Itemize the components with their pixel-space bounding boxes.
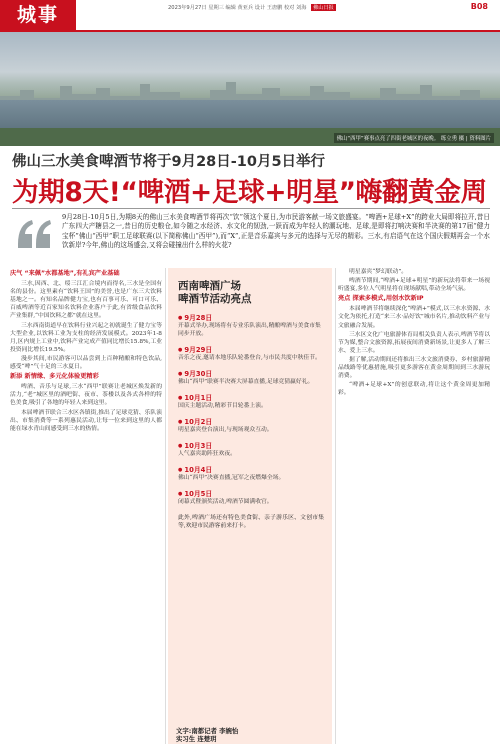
paragraph: 明星嘉宾“梦幻联动”。	[349, 269, 408, 275]
paragraph: 本届啤酒节联合三水区各镇街,推出了足球竞猜、乐队演出、市集消费等一系列惠民活动,让每一位来到这里的人都能在绿水青山间感受到三水的热情。	[10, 409, 162, 432]
paragraph: 三水西南街道早在饮料行业兴起之初就诞生了健力宝等大型企业,以饮料工业为支柱的经济发展模式。2023年1-8月,区内规上工业中,饮料产业完成产值同比增长15.8%,工业投资同比增长19.5%。	[10, 322, 162, 353]
schedule-item	[178, 344, 324, 362]
paragraph: 啤酒、音乐与足球,三水“西甲”联赛让老城区焕发新的活力,“老”城区里的酒吧街、夜市、茶楼以及各式各样的特色美食,吸引了各地的年轻人来到这里。	[10, 384, 162, 407]
paragraph: 据了解,活动期间还将推出三水文旅消费券、乡村旅游精品线路等优惠措施,吸引更多游客在黄金周期间到三水游玩消费。	[338, 356, 490, 380]
paragraph: 三水,因西、北、绥三江汇合境内而得名,三水是全国有名的县份。这里素有“饮料王国”的美誉,也是广东三大饮料基地之一。有知名品牌健力宝,也有百事可乐、可口可乐、百威啤酒等近百家知名饮料企业落户于此,有省级食品饮料产业集群,“中国饮料之都”就在这里。	[10, 281, 162, 320]
schedule-item	[178, 488, 324, 506]
column-divider	[165, 268, 166, 744]
quote-mark-icon	[14, 214, 56, 256]
left-column	[10, 268, 162, 434]
paper-tag: 佛山日报	[313, 5, 334, 11]
schedule-desc: 国庆主题活动,精彩节目轮番上演。	[178, 403, 267, 409]
headline-rule	[12, 208, 490, 209]
river-graphic	[0, 100, 500, 130]
schedule-note: 此外,啤酒广场还有特色美食街、亲子游乐区、文创市集等,欢迎市民游客前来打卡。	[178, 515, 324, 529]
paragraph: 三水区文化广电旅游体育局相关负责人表示,啤酒节将以节为媒,整合文旅资源,拓展夜间消费新场景,让更多人了解三水、爱上三水。	[338, 331, 490, 354]
byline: 文字:南都记者 李婉怡 实习生 连楚玥	[176, 727, 239, 743]
schedule-date: ● 10月4日	[178, 464, 324, 474]
lead-photo	[0, 32, 500, 146]
paragraph: “啤酒+足球+X”的创意联动,将让这个黄金周更加精彩。	[338, 382, 490, 397]
schedule-date: ● 10月1日	[178, 392, 324, 402]
schedule-date: ● 10月5日	[178, 488, 324, 498]
page-number: B08	[470, 2, 488, 11]
publication-date-line: 2023年9月27日 星期三 编辑 黄亚兵 设计 王唐鹏 校对 刘海	[168, 5, 307, 11]
section-heading: 亮点 探索多模式,用创水饮新IP	[338, 295, 424, 303]
schedule-item	[178, 416, 324, 434]
schedule-item	[178, 392, 324, 410]
publication-info	[168, 4, 488, 14]
schedule-desc: 佛山“西甲”决赛直播,冠军之夜燃爆全场。	[178, 475, 285, 481]
photo-caption: 佛山“西甲”赛事点亮了四街老城区的夜晚。 练立勇 摄 | 资料图片	[334, 133, 494, 143]
schedule-item	[178, 368, 324, 386]
paragraph: 本届啤酒节将继续深化“啤酒+”模式,以三水水资源、水文化为依托,打造“来三水·品好饮”城市名片,推动饮料产业与文旅融合发展。	[338, 306, 490, 329]
schedule-desc: 佛山“西甲”联赛半决赛大屏幕直播,足球竞猜赢好礼。	[178, 379, 314, 385]
schedule-item	[178, 464, 324, 482]
schedule-item	[178, 440, 324, 458]
section-title: 城事	[0, 0, 76, 30]
schedule-title: 西南啤酒广场 啤酒节活动亮点	[178, 280, 252, 305]
schedule-box	[168, 268, 332, 744]
schedule-date: ● 9月29日	[178, 344, 324, 354]
schedule-desc: 音乐之夜,邀请本地乐队轮番登台,与市民共度中秋佳节。	[178, 355, 321, 361]
schedule-date: ● 9月28日	[178, 312, 324, 322]
schedule-date: ● 10月3日	[178, 440, 324, 450]
schedule-list	[178, 312, 324, 506]
schedule-date: ● 9月30日	[178, 368, 324, 378]
right-column	[338, 268, 490, 398]
paragraph: 漫步其间,市民游客可以品尝到上百种精酿和特色饮品,感受“啤”气十足的三水夏日。	[10, 355, 162, 371]
paragraph: 啤酒节期间,“啤酒+足球+明星”的新玩法将带来一场视听盛宴,多位人气明星将在现场献唱,带动全场气氛。	[338, 278, 490, 293]
schedule-date: ● 10月2日	[178, 416, 324, 426]
schedule-item	[178, 312, 324, 338]
schedule-desc: 闭幕式暨颁奖活动,啤酒节圆满收官。	[178, 499, 273, 505]
article-subhead: 佛山三水美食啤酒节将于9月28日-10月5日举行	[12, 154, 326, 170]
schedule-desc: 开幕式举办,现场将有专业乐队演出,精酿啤酒与美食市集同步开放。	[178, 323, 321, 337]
schedule-desc: 人气嘉宾助阵狂欢夜。	[178, 451, 236, 457]
column-divider	[335, 268, 336, 744]
article-lead: 9月28日-10月5日,为期8天的佛山三水美食啤酒节将再次“饮”领这个夏日,为市民游客献一场文旅盛宴。“啤酒+足球+X”的跨业大局即将拉开,昔日广东四大产糖县之一,昔日的历史粮仓,如今随之水经济、水文化的韧劲,一跃而成为年轻人的潮玩地、足球,是即将打响决赛和半决赛的第17届“健力宝杯”佛山“西甲”职工足球联赛(以下简称佛山“西甲”),而“X”,正是音乐嘉宾与多元的选择与无尽的精彩。三水,有启语气在这个国庆假期再会一个水饮新岸?今年,佛山的这场盛会,又将会碰撞出什么样的火花?	[62, 213, 490, 249]
section-heading: 新添 新情缘、多元化体验更精彩	[10, 373, 99, 381]
section-heading: 庆气 “来佩”水都基地”,有礼宾产业基础	[10, 270, 120, 277]
schedule-desc: 明星嘉宾登台演出,与现场观众互动。	[178, 427, 273, 433]
article-headline: 为期8天!“啤酒+足球+明星”嗨翻黄金周	[12, 177, 487, 208]
